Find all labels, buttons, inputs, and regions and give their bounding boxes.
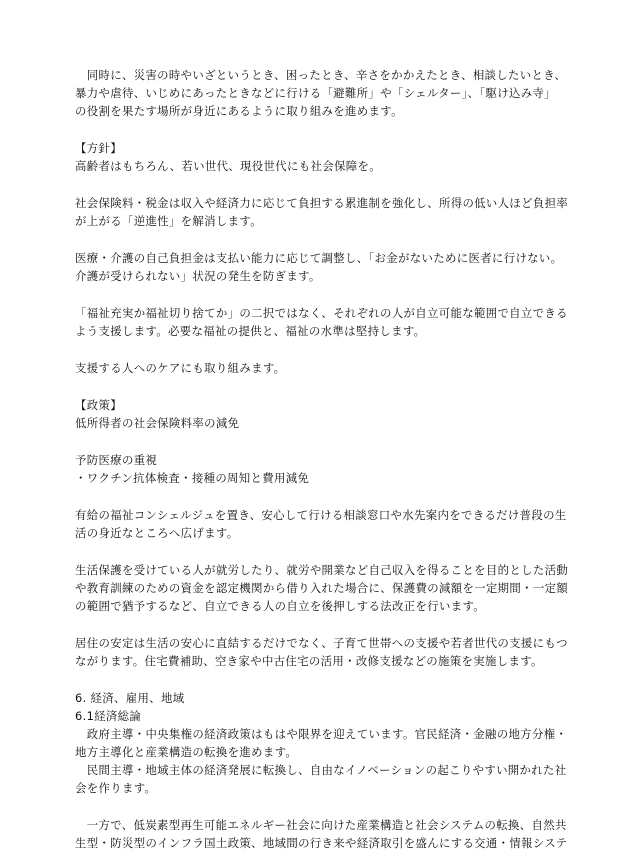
- text-line: の範囲で猶予するなど、自立できる人の自立を後押しする法改正を行います。: [75, 599, 486, 613]
- text-line: よう支援します。必要な福祉の提供と、福祉の水準は堅持します。: [75, 324, 426, 338]
- text-line: 低所得者の社会保険料率の減免: [75, 416, 240, 430]
- text-line: 暴力や虐待、いじめにあったときなどに行ける「避難所」や「シェルター」、「駆け込み寺」: [75, 86, 556, 100]
- text-line: 支援する人へのケアにも取り組みます。: [75, 361, 286, 375]
- text-line: 介護が受けられない」状況の発生を防ぎます。: [75, 269, 321, 283]
- text-line: 有給の福祉コンシェルジュを置き、安心して行ける相談窓口や水先案内をできるだけ普段の生: [75, 508, 567, 522]
- text-line: 高齢者はもちろん、若い世代、現役世代にも社会保障を。: [75, 159, 381, 173]
- paragraph-gap: [75, 542, 565, 561]
- paragraph-gap: [75, 377, 565, 396]
- text-line: 居住の安定は生活の安心に直結するだけでなく、子育て世帯への支援や若者世代の支援にもつ: [75, 636, 568, 650]
- text-line: 「福祉充実か福祉切り捨てか」の二択ではなく、それぞれの人が自立可能な範囲で自立できる: [75, 306, 568, 320]
- text-line: 医療・介護の自己負担金は支払い能力に応じて調整し、「お金がないために医者に行けない。: [75, 251, 563, 265]
- text-line: 社会保険料・税金は収入や経済力に応じて負担する累進制を強化し、所得の低い人ほど負担率: [75, 196, 569, 210]
- paragraph-gap: [75, 797, 565, 816]
- text-line: や教育訓練のための資金を認定機関から借り入れた場合に、保護費の減額を一定期間・一定額: [75, 581, 569, 595]
- text-line: ・ワクチン抗体検査・接種の周知と費用減免: [75, 471, 310, 485]
- text-line: 予防医療の重視: [75, 453, 158, 467]
- section-heading: 【方針】: [75, 141, 122, 155]
- text-line: 民間主導・地域主体の経済発展に転換し、自由なイノベーションの起こりやすい開かれた社: [75, 763, 567, 777]
- paragraph-gap: [75, 432, 565, 451]
- paragraph-gap: [75, 615, 565, 634]
- text-line: 政府主導・中央集権の経済政策はもはや限界を迎えています。官民経済・金融の地方分権・: [75, 727, 568, 741]
- text-line: 同時に、災害の時やいざというとき、困ったとき、辛さをかかえたとき、相談したいとき、: [75, 68, 567, 82]
- paragraph-gap: [75, 285, 565, 304]
- subsection-heading: 6.1経済総論: [75, 709, 142, 723]
- paragraph-gap: [75, 340, 565, 359]
- text-line: 活の身近なところへ広げます。: [75, 526, 239, 540]
- text-line: 会を作ります。: [75, 781, 157, 795]
- text-line: の役割を果たす場所が身近にあるように取り組みを進めます。: [75, 104, 403, 118]
- text-line: 生活保護を受けている人が就労したり、就労や開業など自己収入を得ることを目的とした活動: [75, 563, 569, 577]
- text-line: 一方で、低炭素型再生可能エネルギー社会に向けた産業構造と社会システムの転換、自然共: [75, 818, 567, 832]
- paragraph-gap: [75, 670, 565, 689]
- chapter-heading: 6. 経済、雇用、地域: [75, 691, 185, 705]
- text-line: が上がる「逆進性」を解消します。: [75, 214, 262, 228]
- paragraph-gap: [75, 230, 565, 249]
- text-line: ながります。住宅費補助、空き家や中古住宅の活用・改修支援などの施策を実施します。: [75, 654, 543, 668]
- paragraph-gap: [75, 487, 565, 506]
- text-line: 地方主導化と産業構造の転換を進めます。: [75, 745, 298, 759]
- section-heading: 【政策】: [75, 398, 122, 412]
- paragraph-gap: [75, 120, 565, 139]
- text-line: 生型・防災型のインフラ国土政策、地域間の行き来や経済取引を盛んにする交通・情報システ: [75, 836, 568, 850]
- document-body: [75, 66, 569, 852]
- paragraph-gap: [75, 175, 565, 194]
